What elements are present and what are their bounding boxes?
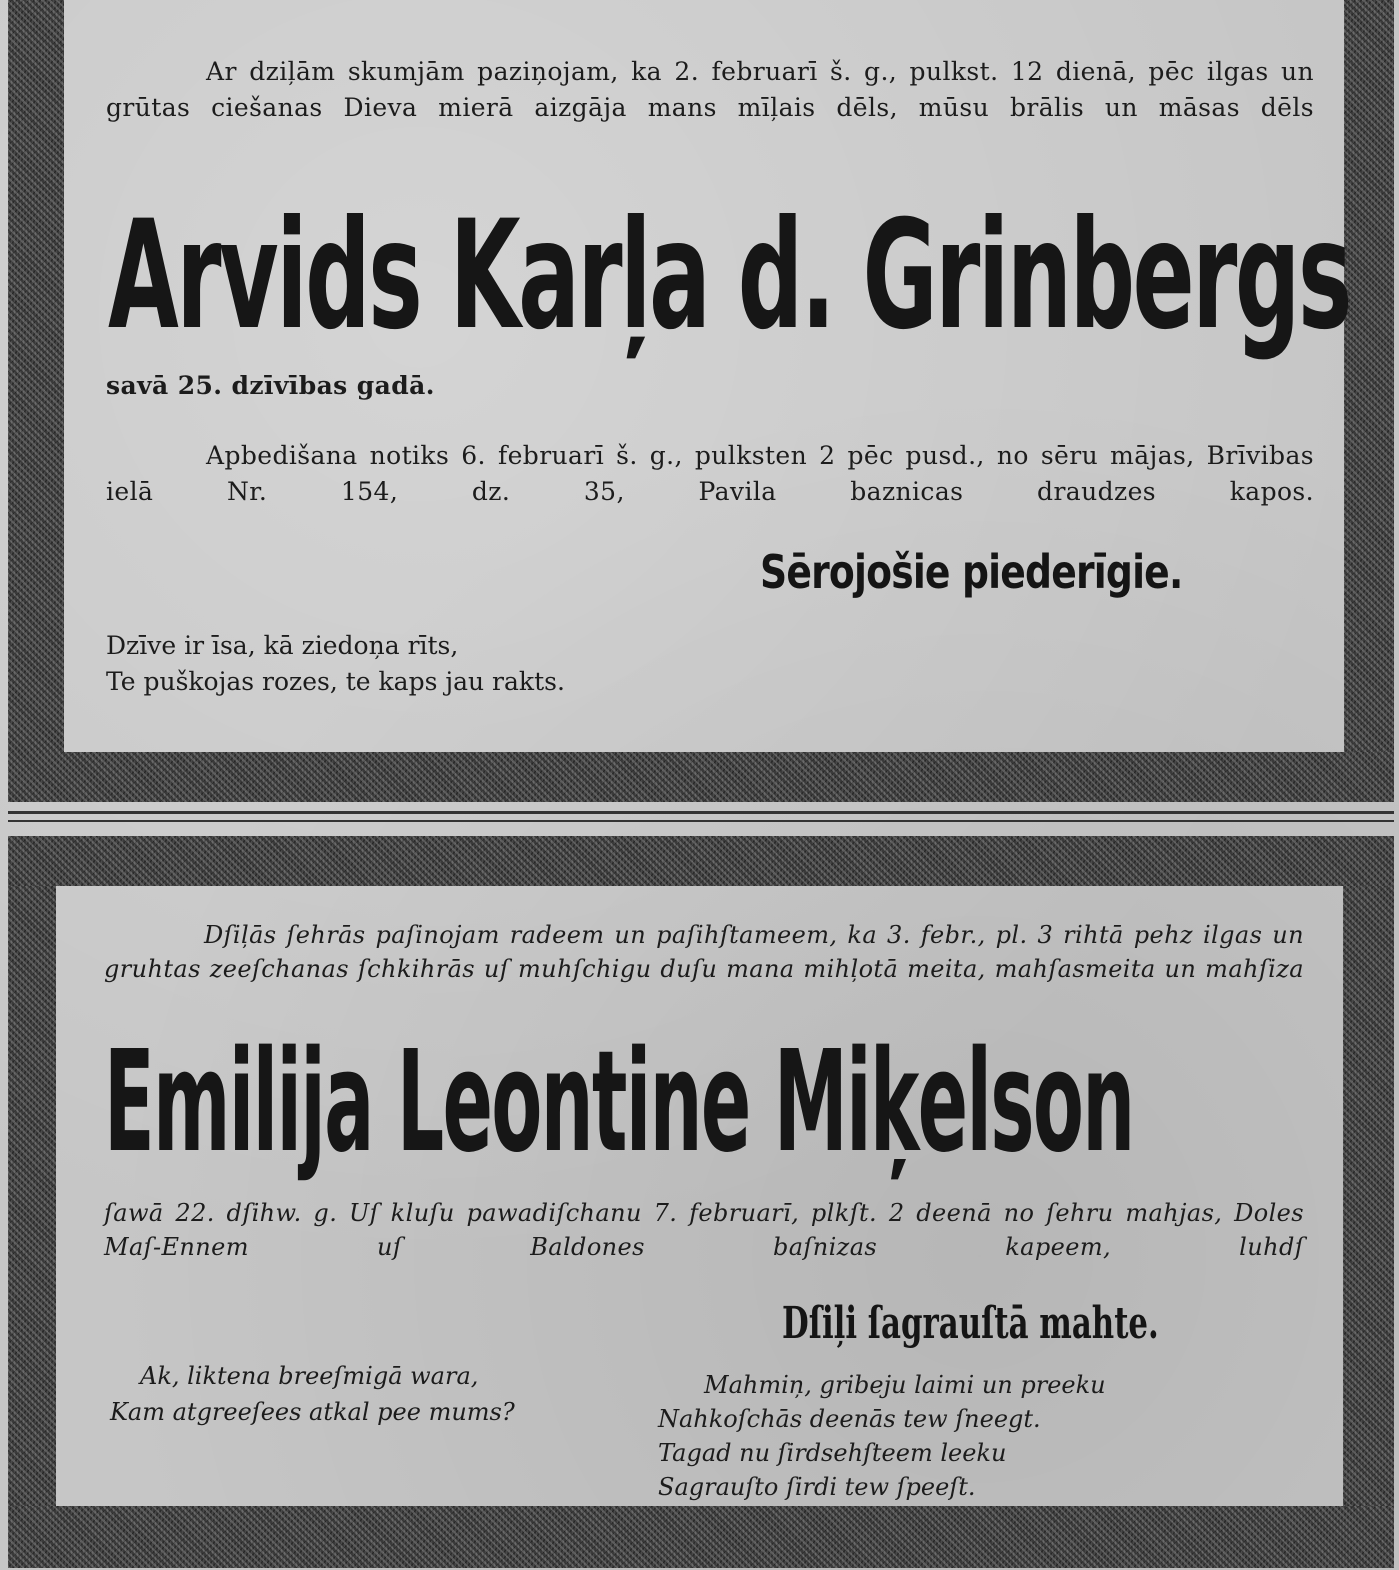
poem <box>106 628 565 700</box>
left-border <box>8 0 64 752</box>
separator-rule <box>8 811 1394 814</box>
age-line: savā 25. dzīvības gadā. <box>106 371 435 400</box>
funeral-details: Apbedišana notiks 6. februarī š. g., pulksten 2 pēc pusd., no sēru mājas, Brīvibas ielā Nr. 154, dz. 35, Pavila baznicas draudzes kapos. <box>106 441 1314 506</box>
signature: Sērojošie piederīgie. <box>760 545 1183 599</box>
separator-rule <box>8 820 1394 822</box>
bottom-border <box>8 1506 1394 1568</box>
poem-line: Nahkoſchās deenās tew ſneegt. <box>658 1405 1041 1433</box>
bottom-border <box>8 752 1394 802</box>
left-border <box>8 886 56 1506</box>
deceased-name: Arvids Karļa d. Grinbergs <box>108 189 1350 363</box>
poem-left <box>110 1358 515 1430</box>
poem-line: Te puškojas rozes, te kaps jau rakts. <box>106 667 565 696</box>
poem-line: Sagrauſto ſirdi tew ſpeeſt. <box>658 1473 976 1501</box>
deceased-name: Emilija Leontine Miķelson <box>104 1021 1134 1184</box>
poem-line: Ak, liktena breeſmigā wara, <box>140 1362 479 1390</box>
poem-line: Dzīve ir īsa, kā ziedoņa rīts, <box>106 631 459 660</box>
notice-intro: Dſiļās ſehrās paſinojam radeem un paſihſtameem, ka 3. febr., pl. 3 rihtā pehz ilgas un gruhtas zeeſchanas ſchkihrās uſ muhſchigu duſu mana mihļotā meita, mahſasmeita un mahſiza <box>104 921 1304 983</box>
right-border <box>1344 0 1394 760</box>
poem-right <box>658 1368 1106 1504</box>
notice-intro: Ar dziļām skumjām paziņojam, ka 2. februarī š. g., pulkst. 12 dienā, pēc ilgas un grūtas ciešanas Dieva mierā aizgāja mans mīļais dēls, mūsu brālis un māsas dēls <box>106 57 1314 122</box>
poem-line: Kam atgreeſees atkal pee mums? <box>110 1398 515 1426</box>
signature: Dſiļi ſagrauſtā mahte. <box>782 1298 1159 1349</box>
funeral-details: ſawā 22. dſihw. g. Uſ kluſu pawadiſchanu 7. februarī, plkſt. 2 deenā no ſehru mahjas, Doles Maſ-Ennem uſ Baldones baſnizas kapeem, luhdſ <box>104 1199 1304 1261</box>
right-border <box>1343 886 1394 1506</box>
top-border <box>8 836 1394 886</box>
poem-line: Tagad nu ſirdsehſteem leeku <box>658 1439 1007 1467</box>
poem-line: Mahmiņ, gribeju laimi un preeku <box>704 1371 1106 1399</box>
